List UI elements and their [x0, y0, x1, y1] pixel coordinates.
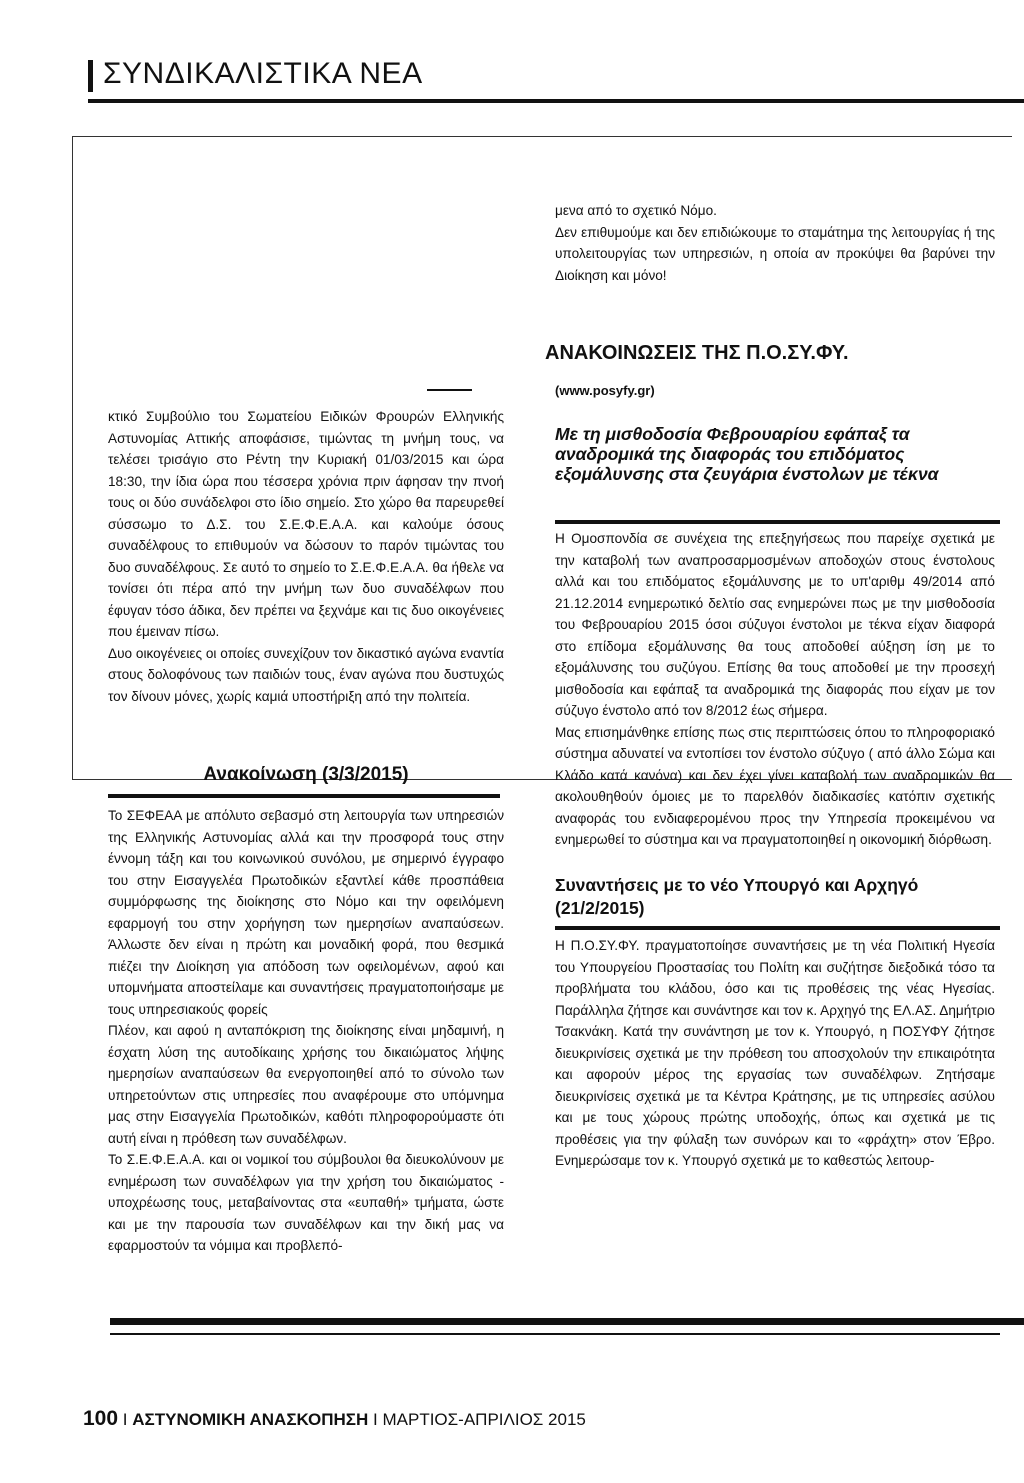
- announcement-heading: Ανακοίνωση (3/3/2015): [203, 764, 409, 785]
- heading-rule: [555, 926, 1000, 930]
- salary-article-text: [555, 528, 995, 851]
- meetings-heading: Συναντήσεις με το νέο Υπουργό και Αρχηγό (21/2/2015): [555, 875, 919, 918]
- page-number: 100: [83, 1407, 119, 1430]
- footer-rule-thin: [110, 1333, 1000, 1335]
- divider: [427, 389, 472, 391]
- header-accent-bar: [88, 60, 93, 92]
- header-rule: [88, 99, 1024, 103]
- paragraph: Πλέον, και αφού η ανταπόκριση της διοίκησης είναι μηδαμινή, η έσχατη λύση της αυτοδίκαιης χρήσης του δικαιώματος λήψης ημερησίων αναπαύσεων θα ενεργοποιηθεί από το σύνολο των υπηρετούντων στις υπηρεσίες που αναφέρουμε στο υπόμνημα μας στην Εισαγγελία Πρωτοδικών, καθότι πληροφορούμαστε ότι αυτή είναι η πρόθεση των συναδέλφων.: [108, 1023, 504, 1146]
- meetings-text: [555, 935, 995, 1172]
- announcement-text: [108, 805, 504, 1257]
- right-top-text: [555, 200, 995, 286]
- paragraph: Η Π.Ο.ΣΥ.ΦΥ. πραγματοποίησε συναντήσεις με τη νέα Πολιτική Ηγεσία του Υπουργείου Προστασίας του Πολίτη και συζήτησε διεξοδικά τόσο τα προβλήματα του κλάδου, όσο και τις προθέσεις της νέας Ηγεσίας. Παράλληλα ζήτησε και συνάντησε και τον κ. Αρχηγό της ΕΛ.ΑΣ. Δημήτριο Τσακνάκη. Κατά την συνάντηση με τον κ. Υπουργό, η ΠΟΣΥΦΥ ζήτησε διευκρινίσεις σχετικά με την πρόθεση του αποσχολούν την επικαιρότητα και αφορούν μέρος της εργασίας των συναδέλφων. Ζητήσαμε διευκρινίσεις σχετικά με τα Κέντρα Κράτησης, με τις υπηρεσίες ασύλου και με τους χώρους πρώτης υποδοχής, όπως και σχετικά με τις προθέσεις για την φύλαξη των συνόρων και το «φράχτη» στον Έβρο. Ενημερώσαμε τον κ. Υπουργό σχετικά με το καθεστώς λειτουρ-: [555, 938, 995, 1168]
- paragraph: Δυο οικογένειες οι οποίες συνεχίζουν τον δικαστικό αγώνα εναντία στους δολοφόνους των παιδιών τους, έναν αγώνα που δυστυχώς τον δίνουν μόνες, χωρίς καμιά υποστήριξη από την πολιτεία.: [108, 645, 504, 704]
- heading-rule: [555, 520, 1000, 524]
- paragraph: Μας επισημάνθηκε επίσης πως στις περιπτώσεις όπου το πληροφοριακό σύστημα αδυνατεί να εντοπίσει τον ένστολο σύζυγο ( από άλλο Σώμα και Κλάδο κατά κανόνα) και δεν έχει γίνει καταβολή των αναδρομικών θα ακολουθηθούν όμοιες με το παρελθόν διαδικασίες κατόπιν σχετικής αναφοράς του ενδιαφερομένου προς την Υπηρεσία προκειμένου να ενημερωθεί το σύστημα και να πραγματοποιηθεί η οικονομική διόρθωση.: [555, 724, 995, 847]
- paragraph: Το ΣΕΦΕΑΑ με απόλυτο σεβασμό στη λειτουργία των υπηρεσιών της Ελληνικής Αστυνομίας αλλά και την προσφορά τους στην έννομη τάξη και του κοινωνικού συνόλου, με σημερινό έγγραφο του στην Εισαγγελέα Πρωτοδικών εξαντλεί κάθε προσπάθεια συμμόρφωσης της διοίκησης στο Νόμο και την οφειλόμενη εφαρμογή του στην χορήγηση των ημερησίων αναπαύσεων. Άλλωστε δεν είναι η πρώτη και μοναδική φορά, που θεσμικά πιέζει την Διοίκηση για απόδοση των οφειλομένων, αφού και υπομνήματα αποστείλαμε και συναντήσεις πραγματοποιήσαμε με τους υπηρεσιακούς φορείς: [108, 808, 504, 1017]
- website-link[interactable]: (www.posyfy.gr): [555, 383, 655, 398]
- heading-rule: [108, 794, 500, 798]
- paragraph: Το Σ.Ε.Φ.Ε.Α.Α. και οι νομικοί του σύμβουλοι θα διευκολύνουν με ενημέρωση των συναδέλφων για την χρήση του δικαιώματος - υποχρέωσης τους, μεταβαίνοντας στα «ευπαθή» τμήματα, ώστε και με την παρουσία των συναδέλφων και την δική μας να εφαρμοστούν τα νόμιμα και προβλεπό-: [108, 1152, 504, 1253]
- footer-separator: I: [373, 1410, 378, 1429]
- paragraph: Δεν επιθυμούμε και δεν επιδιώκουμε το σταμάτημα της λειτουργίας ή της υπολειτουργίας των υπηρεσιών, η οποία αν προκύψει θα βαρύνει την Διοίκηση και μόνο!: [555, 224, 995, 283]
- paragraph: κτικό Συμβούλιο του Σωματείου Ειδικών Φρουρών Ελληνικής Αστυνομίας Αττικής αποφάσισε, τιμώντας τη μνήμη τους, να τελέσει τρισάγιο στο Ρέντη την Κυριακή 01/03/2015 και ώρα 18:30, την ίδια ώρα που τέσσερα χρόνια πριν άφησαν την πνοή τους οι δύο συνάδελφοι στο ίδιο σημείο. Στο χώρο θα παρευρεθεί σύσσωμο το Δ.Σ. του Σ.Ε.Φ.Ε.Α.Α. και καλούμε όσους συναδέλφους το επιθυμούν να δώσουν το παρόν τιμώντας του δυο συναδέλφους. Σε αυτό το σημείο το Σ.Ε.Φ.Ε.Α.Α. θα ήθελε να τονίσει ότι πέρα από την μνήμη των δυο συναδέλφων που έφυγαν τόσο άδικα, δεν πρέπει να ξεχνάμε και τις δυο οικογένειες που έμειναν πίσω.: [108, 409, 504, 639]
- footer-rule-thick: [110, 1318, 1024, 1325]
- left-article-text: [108, 406, 504, 707]
- footer-separator: I: [122, 1410, 128, 1429]
- section-title: ΣΥΝΔΙΚΑΛΙΣΤΙΚΑ ΝΕΑ: [103, 57, 423, 90]
- salary-article-heading: Με τη μισθοδοσία Φεβρουαρίου εφάπαξ τα αναδρομικά της διαφοράς του επιδόματος εξομάλυνσης στα ζευγάρια ένστολων με τέκνα: [555, 424, 939, 484]
- magazine-name: ΑΣΤΥΝΟΜΙΚΗ ΑΝΑΣΚΟΠΗΣΗ: [132, 1410, 369, 1429]
- issue-date: ΜΑΡΤΙΟΣ-ΑΠΡΙΛΙΟΣ 2015: [382, 1410, 586, 1429]
- paragraph: Η Ομοσπονδία σε συνέχεια της επεξηγήσεως που παρείχε σχετικά με την καταβολή των αναπροσαρμοσμένων αποδοχών στους ένστολους αλλά και του επιδόματος εξομάλυνσης με το υπ'αριθμ 49/2014 από 21.12.2014 ενημερωτικό δελτίο σας ενημερώνει πως με την μισθοδοσία του Φεβρουαρίου 2015 όσοι σύζυγοι ένστολοι με τέκνα είχαν διαφορά στο επίδομα εξομάλυνσης θα τους αποδοθεί αύξηση ίση με το εξομάλυνσης του συζύγου. Επίσης θα τους αποδοθεί με την προσεχή μισθοδοσία και εφάπαξ τα αναδρομικά της διαφοράς που είχαν με τον σύζυγο ένστολο από τον 8/2012 έως σήμερα.: [555, 531, 995, 718]
- page-footer: [83, 1407, 586, 1431]
- paragraph: μενα από το σχετικό Νόμο.: [555, 203, 717, 218]
- posyfy-section-heading: ΑΝΑΚΟΙΝΩΣΕΙΣ ΤΗΣ Π.Ο.ΣΥ.ΦΥ.: [545, 342, 849, 364]
